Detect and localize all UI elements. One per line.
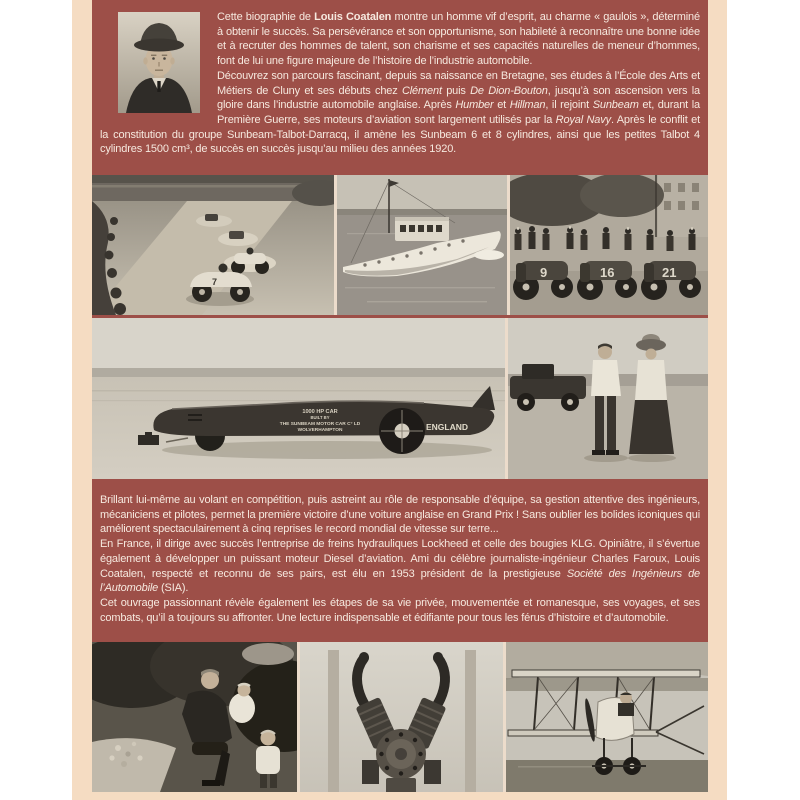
svg-text:1000 HP CAR: 1000 HP CAR	[302, 409, 338, 415]
intro-paragraph-1: Cette biographie de Louis Coatalen montre un homme vif d’esprit, au charme « gaulois », déterminé à obtenir le succès. Sa persévérance et son opportunisme, son habileté à reconnaître une bonne idée et à recruter des hommes de talent, son charisme et ses capacités naturelles de meneur d’hommes, font de lui une figure majeure de l’histoire de l’industrie automobile.	[217, 11, 700, 68]
photo-coatalen-with-children	[92, 642, 297, 792]
race-car-number: 7	[212, 277, 218, 287]
photo-aero-engine	[300, 642, 503, 792]
photo-grand-prix-race	[92, 175, 334, 315]
career-text-block	[92, 479, 708, 625]
intro-text-block	[92, 0, 708, 169]
lineup-number-9: 9	[540, 265, 548, 280]
sky	[337, 175, 507, 213]
lower-wing	[508, 730, 658, 736]
photo-race-cars-lineup	[510, 175, 708, 315]
svg-text:THE SUNBEAM MOTOR CAR C° LD: THE SUNBEAM MOTOR CAR C° LD	[279, 422, 361, 427]
cover-mat	[72, 0, 727, 800]
toolbox	[138, 435, 159, 445]
photo-motor-yacht	[337, 175, 507, 315]
career-paragraph-1: Brillant lui-même au volant en compétition, puis astreint au rôle de responsable d’équipe, sa gestion attentive des ingénieurs, mécaniciens et pilotes, permet la première victoire d’une voiture anglaise en Grand Prix ! Sans oublier les bolides iconiques qui améliorent spectaculairement à cinq reprises le record mondial de vitesse sur terre...	[100, 494, 700, 536]
sea	[92, 368, 505, 377]
svg-text:BUILT BY: BUILT BY	[310, 415, 330, 420]
lineup-number-21: 21	[662, 265, 677, 280]
portrait-illustration	[118, 12, 200, 113]
stand-post-left	[328, 650, 339, 792]
career-paragraph-3: Cet ouvrage passionnant révèle également les étapes de sa vie privée, mouvementée et romanesque, ses voyages, et ses combats, qu’il a toujours su affronter. Une lecture indispensable et édifiante pour tous les férus d’histoire et d’automobile.	[100, 596, 700, 624]
hat-brim	[134, 39, 184, 52]
intro-paragraph-2: Découvrez son parcours fascinant, depuis sa naissance en Bretagne, ses études à l’École des Arts et Métiers de Cluny et ses débuts chez Clément puis De Dion-Bouton, jusqu’à son ascension vers la gloire dans l’industrie automobile anglaise. Après Humber et Hillman, il rejoint Sunbeam et, durant la Première Guerre, ses moteurs d’aviation sont largement utilisés par la Royal Navy. Après le conflit et la constitution du groupe Sunbeam-Talbot-Darracq, il amène les Sunbeam 6 et 8 cylindres, ainsi que les petites Talbot 4 cylindres 1500 cm³, de succès en succès jusqu’au milieu des années 1920.	[100, 69, 700, 156]
svg-text:WOLVERHAMPTON: WOLVERHAMPTON	[297, 428, 343, 433]
photo-row-middle	[92, 318, 708, 479]
photo-row-bottom	[92, 642, 708, 792]
cover-panel	[92, 0, 708, 792]
career-paragraph-2: En France, il dirige avec succès l’entreprise de freins hydrauliques Lockheed et celle des bougies KLG. Opiniâtre, il s’évertue également à développer un puissant moteur Diesel d’aviation. Ami du célèbre journaliste-ingénieur Charles Faroux, Louis Coatalen, respecté et reconnu de ses pairs, est élu en 1953 président de la prestigieuse Société des Ingénieurs de l’Automobile (SIA).	[100, 538, 701, 595]
portrait-photo-louis-coatalen	[118, 12, 200, 113]
bow-wave	[474, 250, 504, 260]
photo-couple-on-beach	[508, 318, 708, 479]
photo-biplane	[506, 642, 708, 792]
photo-row-top	[92, 175, 708, 315]
stand-post-right	[465, 650, 476, 792]
photo-sunbeam-1000hp-record-car	[92, 318, 505, 479]
record-car-england-label: ENGLAND	[425, 422, 469, 432]
lineup-number-16: 16	[600, 265, 615, 280]
upper-wing	[512, 670, 700, 677]
